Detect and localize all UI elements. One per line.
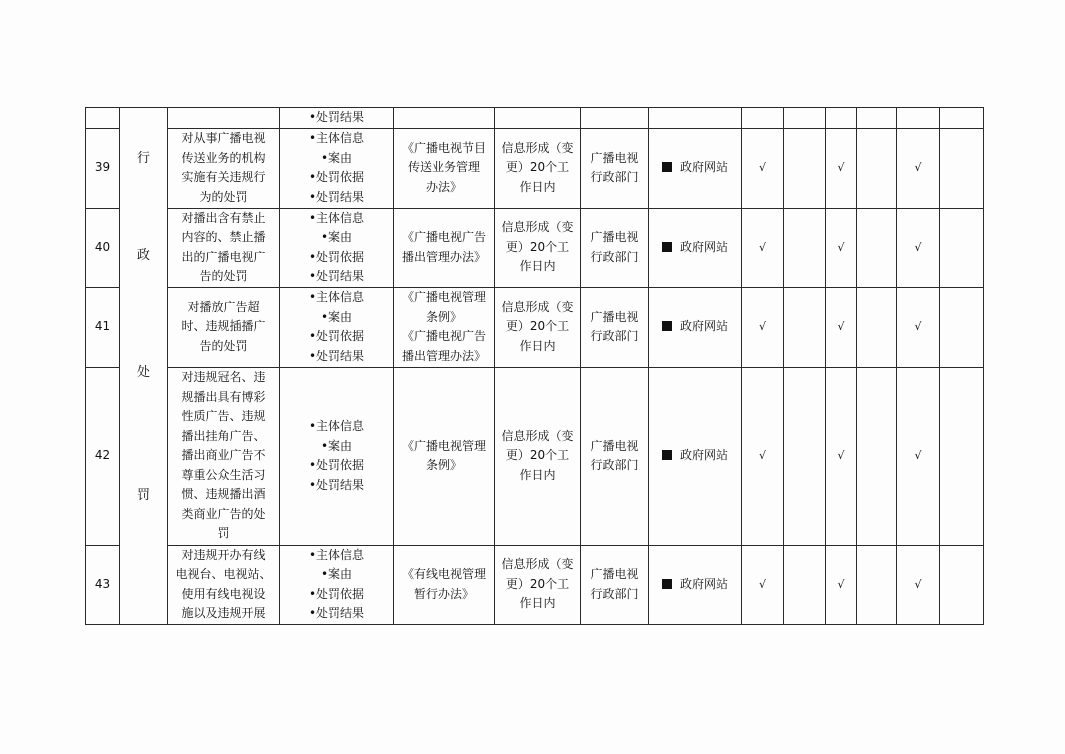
empty-check-cell xyxy=(857,545,897,624)
time-line: 更）20个工 xyxy=(505,319,570,334)
content-cell xyxy=(280,545,394,624)
content-line: •处罚依据 xyxy=(308,458,365,472)
item-line: 实施有关违规行 xyxy=(181,170,266,184)
time-line: 信息形成（变 xyxy=(501,140,574,155)
dept-line: 广播电视 xyxy=(590,230,639,244)
row-number: 42 xyxy=(86,367,120,545)
dept-cell xyxy=(581,208,649,287)
dept-line: 行政部门 xyxy=(590,458,639,472)
check-mark: √ xyxy=(897,287,940,367)
row-number: 43 xyxy=(86,545,120,624)
content-line: •处罚结果 xyxy=(308,477,365,492)
time-line: 作日内 xyxy=(519,596,556,611)
basis-line: 《有线电视管理 xyxy=(401,567,486,581)
dept-line: 行政部门 xyxy=(590,329,639,343)
category-char: 行 xyxy=(136,150,150,166)
table-row xyxy=(86,545,984,624)
check-mark: √ xyxy=(742,128,784,208)
channel-label: 政府网站 xyxy=(679,448,728,463)
item-line: 传送业务的机构 xyxy=(181,150,266,165)
time-line: 作日内 xyxy=(519,338,556,353)
item-line: 对违规开办有线 xyxy=(181,547,266,562)
content-line: •处罚依据 xyxy=(308,329,365,343)
content-line: •主体信息 xyxy=(308,131,365,145)
check-mark: √ xyxy=(742,367,784,545)
check-mark: √ xyxy=(742,287,784,367)
empty-cell xyxy=(581,108,649,129)
channel-label: 政府网站 xyxy=(679,576,728,591)
channel-cell xyxy=(649,128,742,208)
channel-cell xyxy=(649,545,742,624)
dept-cell xyxy=(581,128,649,208)
dept-cell xyxy=(581,287,649,367)
basis-cell xyxy=(394,208,495,287)
channel-cell xyxy=(649,367,742,545)
item-cell xyxy=(168,208,280,287)
time-cell xyxy=(495,287,581,367)
item-line: 内容的、禁止播 xyxy=(181,230,266,244)
item-cell xyxy=(168,128,280,208)
basis-line: 传送业务管理 xyxy=(407,160,480,175)
content-cell xyxy=(280,208,394,287)
content-line: •案由 xyxy=(320,438,353,453)
content-cell xyxy=(280,287,394,367)
basis-cell xyxy=(394,128,495,208)
time-cell xyxy=(495,208,581,287)
content-cell xyxy=(280,108,394,129)
channel-label: 政府网站 xyxy=(679,239,728,254)
dept-line: 行政部门 xyxy=(590,170,639,184)
check-mark: √ xyxy=(897,208,940,287)
table-row xyxy=(86,367,984,545)
time-line: 信息形成（变 xyxy=(501,428,574,443)
empty-cell xyxy=(857,108,897,129)
time-line: 信息形成（变 xyxy=(501,557,574,572)
item-line: 惯、违规播出酒 xyxy=(181,487,266,502)
basis-line: 《广播电视管理 xyxy=(401,290,486,304)
content-line: •处罚结果 xyxy=(308,269,365,283)
item-line: 播出商业广告不 xyxy=(181,448,266,463)
item-line: 对播出含有禁止 xyxy=(181,210,266,225)
time-cell xyxy=(495,367,581,545)
square-bullet-icon xyxy=(662,579,672,589)
item-line: 出的广播电视广 xyxy=(181,249,266,264)
content-line: •处罚依据 xyxy=(308,249,365,264)
item-line: 使用有线电视设 xyxy=(181,586,266,601)
empty-check-cell xyxy=(940,545,984,624)
empty-check-cell xyxy=(784,287,826,367)
check-mark: √ xyxy=(897,367,940,545)
basis-line: 条例》 xyxy=(425,458,462,472)
item-cell xyxy=(168,287,280,367)
time-line: 更）20个工 xyxy=(505,160,570,175)
basis-line: 条例》 xyxy=(425,309,462,324)
empty-check-cell xyxy=(940,208,984,287)
square-bullet-icon xyxy=(662,242,672,252)
empty-check-cell xyxy=(857,208,897,287)
content-line: •处罚结果 xyxy=(308,189,365,204)
check-mark: √ xyxy=(826,128,857,208)
item-line: 类商业广告的处 xyxy=(181,506,266,521)
content-line: •处罚结果 xyxy=(308,110,365,124)
empty-check-cell xyxy=(784,367,826,545)
disclosure-table xyxy=(85,107,984,625)
dept-line: 行政部门 xyxy=(590,249,639,264)
item-line: 对违规冠名、违 xyxy=(181,370,266,385)
content-line: •案由 xyxy=(320,230,353,244)
time-line: 更）20个工 xyxy=(505,576,570,591)
channel-label: 政府网站 xyxy=(679,319,728,334)
item-line: 规播出具有博彩 xyxy=(181,389,266,404)
empty-cell xyxy=(940,108,984,129)
dept-line: 行政部门 xyxy=(590,586,639,601)
check-mark: √ xyxy=(826,367,857,545)
check-mark: √ xyxy=(742,208,784,287)
item-line: 告的处罚 xyxy=(199,338,248,353)
basis-cell xyxy=(394,287,495,367)
check-mark: √ xyxy=(742,545,784,624)
content-line: •案由 xyxy=(320,567,353,581)
time-line: 作日内 xyxy=(519,179,556,194)
category-cell xyxy=(120,108,168,625)
dept-line: 广播电视 xyxy=(590,309,639,324)
empty-cell xyxy=(394,108,495,129)
category-wrap xyxy=(120,109,167,623)
check-mark: √ xyxy=(897,545,940,624)
time-line: 更）20个工 xyxy=(505,239,570,254)
empty-check-cell xyxy=(940,128,984,208)
channel-label: 政府网站 xyxy=(679,160,728,175)
basis-line: 播出管理办法》 xyxy=(401,249,486,264)
row-number: 41 xyxy=(86,287,120,367)
content-line: •案由 xyxy=(320,150,353,165)
empty-check-cell xyxy=(784,128,826,208)
basis-line: 播出管理办法》 xyxy=(401,348,486,363)
content-line: •主体信息 xyxy=(308,419,365,433)
empty-check-cell xyxy=(940,367,984,545)
category-char: 罚 xyxy=(136,487,150,503)
table-row xyxy=(86,208,984,287)
basis-line: 《广播电视广告 xyxy=(401,230,486,244)
time-line: 信息形成（变 xyxy=(501,220,574,235)
channel-cell xyxy=(649,287,742,367)
check-mark: √ xyxy=(826,208,857,287)
square-bullet-icon xyxy=(662,162,672,172)
empty-cell xyxy=(826,108,857,129)
table-row-fragment xyxy=(86,108,984,129)
check-mark: √ xyxy=(897,128,940,208)
basis-cell xyxy=(394,367,495,545)
item-line: 性质广告、违规 xyxy=(181,409,266,424)
empty-check-cell xyxy=(940,287,984,367)
item-cell xyxy=(168,545,280,624)
content-line: •主体信息 xyxy=(308,210,365,225)
empty-cell xyxy=(742,108,784,129)
item-line: 施以及违规开展 xyxy=(181,606,266,620)
time-line: 更）20个工 xyxy=(505,448,570,463)
empty-check-cell xyxy=(857,367,897,545)
time-line: 作日内 xyxy=(519,467,556,482)
table-body xyxy=(86,108,984,625)
dept-cell xyxy=(581,545,649,624)
content-line: •主体信息 xyxy=(308,290,365,304)
empty-cell xyxy=(897,108,940,129)
time-line: 作日内 xyxy=(519,259,556,274)
item-line: 电视台、电视站、 xyxy=(175,567,272,581)
empty-check-cell xyxy=(784,208,826,287)
basis-line: 《广播电视节目 xyxy=(401,140,486,155)
category-char: 处 xyxy=(136,364,150,380)
row-number: 40 xyxy=(86,208,120,287)
basis-line: 暂行办法》 xyxy=(413,586,474,601)
item-line: 为的处罚 xyxy=(199,189,248,204)
time-cell xyxy=(495,545,581,624)
basis-line: 《广播电视管理 xyxy=(401,438,486,453)
table-row xyxy=(86,287,984,367)
square-bullet-icon xyxy=(662,450,672,460)
empty-check-cell xyxy=(857,128,897,208)
empty-check-cell xyxy=(857,287,897,367)
dept-line: 广播电视 xyxy=(590,150,639,165)
content-line: •处罚依据 xyxy=(308,170,365,184)
square-bullet-icon xyxy=(662,321,672,331)
row-number-cell xyxy=(86,108,120,129)
content-cell xyxy=(280,367,394,545)
time-line: 信息形成（变 xyxy=(501,299,574,314)
content-line: •主体信息 xyxy=(308,547,365,562)
content-cell xyxy=(280,128,394,208)
empty-cell xyxy=(784,108,826,129)
time-cell xyxy=(495,128,581,208)
basis-cell xyxy=(394,545,495,624)
item-line: 时、违规插播广 xyxy=(181,319,266,334)
content-line: •处罚依据 xyxy=(308,586,365,601)
channel-cell xyxy=(649,208,742,287)
check-mark: √ xyxy=(826,545,857,624)
basis-line: 办法》 xyxy=(425,179,462,194)
item-line: 对播放广告超 xyxy=(187,299,260,314)
dept-line: 广播电视 xyxy=(590,438,639,453)
item-line: 罚 xyxy=(217,526,230,541)
content-line: •案由 xyxy=(320,309,353,324)
item-line: 尊重公众生活习 xyxy=(181,467,266,482)
basis-line: 《广播电视广告 xyxy=(401,329,486,343)
empty-cell xyxy=(649,108,742,129)
item-line: 对从事广播电视 xyxy=(181,131,266,145)
category-char: 政 xyxy=(136,247,150,263)
dept-line: 广播电视 xyxy=(590,567,639,581)
item-cell xyxy=(168,367,280,545)
dept-cell xyxy=(581,367,649,545)
empty-cell xyxy=(495,108,581,129)
content-line: •处罚结果 xyxy=(308,606,365,620)
item-line: 播出挂角广告、 xyxy=(181,428,266,443)
item-line: 告的处罚 xyxy=(199,269,248,283)
item-cell xyxy=(168,108,280,129)
row-number: 39 xyxy=(86,128,120,208)
table-row xyxy=(86,128,984,208)
empty-check-cell xyxy=(784,545,826,624)
check-mark: √ xyxy=(826,287,857,367)
content-line: •处罚结果 xyxy=(308,348,365,363)
